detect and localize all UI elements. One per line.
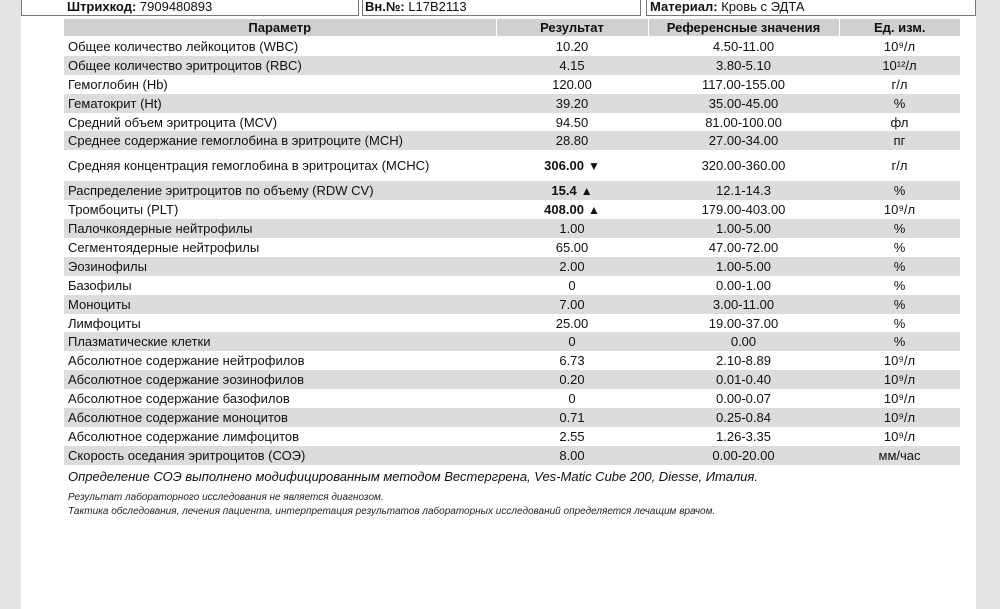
- table-row: [64, 219, 960, 238]
- result-value: 25.00: [555, 315, 589, 331]
- reference-range: 117.00-155.00: [648, 75, 839, 94]
- parameter-name: Моноциты: [64, 295, 496, 314]
- flag-high-icon: ▲: [580, 183, 593, 198]
- right-margin: [976, 0, 1000, 609]
- parameter-name: Средний объем эритроцита (MCV): [64, 113, 496, 132]
- parameter-name: Средняя концентрация гемоглобина в эритроцитах (MCHC): [64, 150, 496, 181]
- column-header-reference: Референсные значения: [648, 19, 839, 37]
- table-row: [64, 427, 960, 446]
- result-cell: [496, 408, 648, 427]
- unit: пг: [839, 131, 960, 150]
- result-value: 2.00: [559, 258, 585, 274]
- result-cell: [496, 295, 648, 314]
- result-cell: [496, 427, 648, 446]
- table-row: [64, 370, 960, 389]
- flag-low-icon: ▼: [587, 158, 600, 173]
- result-cell: [496, 257, 648, 276]
- unit: мм/час: [839, 446, 960, 465]
- parameter-name: Абсолютное содержание моноцитов: [64, 408, 496, 427]
- result-value: 65.00: [555, 239, 589, 255]
- barcode-value: 7909480893: [139, 0, 213, 14]
- reference-range: 27.00-34.00: [648, 131, 839, 150]
- unit: 10⁹/л: [839, 351, 960, 370]
- parameter-name: Скорость оседания эритроцитов (СОЭ): [64, 446, 496, 465]
- unit: 10⁹/л: [839, 408, 960, 427]
- column-header-unit: Ед. изм.: [839, 19, 960, 37]
- unit: %: [839, 181, 960, 200]
- unit: 10⁹/л: [839, 389, 960, 408]
- table-row: [64, 351, 960, 370]
- parameter-name: Распределение эритроцитов по объему (RDW CV): [64, 181, 496, 200]
- internal-number-label: Вн.№:: [365, 0, 405, 14]
- reference-range: 3.00-11.00: [648, 295, 839, 314]
- table-row: [64, 150, 960, 181]
- result-cell: [496, 446, 648, 465]
- parameter-name: Базофилы: [64, 276, 496, 295]
- unit: %: [839, 314, 960, 333]
- unit: 10⁹/л: [839, 37, 960, 56]
- result-value: 2.55: [559, 428, 585, 444]
- results-body: [64, 37, 960, 465]
- result-value: 0: [568, 277, 576, 293]
- parameter-name: Абсолютное содержание лимфоцитов: [64, 427, 496, 446]
- reference-range: 47.00-72.00: [648, 238, 839, 257]
- result-value: 306.00: [544, 157, 584, 173]
- result-value: 0.71: [559, 409, 585, 425]
- result-value: 0: [568, 334, 576, 350]
- unit: г/л: [839, 75, 960, 94]
- result-cell: [496, 131, 648, 150]
- reference-range: 81.00-100.00: [648, 113, 839, 132]
- reference-range: 0.00-20.00: [648, 446, 839, 465]
- reference-range: 0.25-0.84: [648, 408, 839, 427]
- unit: %: [839, 295, 960, 314]
- table-row: [64, 332, 960, 351]
- reference-range: 3.80-5.10: [648, 56, 839, 75]
- result-cell: [496, 75, 648, 94]
- material-label: Материал:: [650, 0, 718, 14]
- result-value: 10.20: [555, 38, 589, 54]
- result-cell: [496, 351, 648, 370]
- unit: %: [839, 332, 960, 351]
- table-row: [64, 75, 960, 94]
- table-row: [64, 238, 960, 257]
- method-note: Определение СОЭ выполнено модифицированным методом Вестергрена, Ves-Matic Cube 200, Diesse, Италия.: [68, 469, 758, 484]
- result-value: 0: [568, 391, 576, 407]
- result-value: 120.00: [552, 76, 592, 92]
- table-row: [64, 181, 960, 200]
- reference-range: 1.00-5.00: [648, 257, 839, 276]
- reference-range: 1.26-3.35: [648, 427, 839, 446]
- table-row: [64, 37, 960, 56]
- parameter-name: Гематокрит (Ht): [64, 94, 496, 113]
- unit: 10⁹/л: [839, 200, 960, 219]
- parameter-name: Общее количество эритроцитов (RBC): [64, 56, 496, 75]
- parameter-name: Абсолютное содержание эозинофилов: [64, 370, 496, 389]
- column-header-parameter: Параметр: [64, 19, 496, 37]
- result-cell: [496, 389, 648, 408]
- parameter-name: Лимфоциты: [64, 314, 496, 333]
- parameter-name: Палочкоядерные нейтрофилы: [64, 219, 496, 238]
- result-cell: [496, 181, 648, 200]
- disclaimer-doctor-interpretation: Тактика обследования, лечения пациента, интерпретация результатов лабораторных исследований определяется лечащим врачом.: [68, 506, 716, 517]
- result-cell: [496, 94, 648, 113]
- result-cell: [496, 314, 648, 333]
- result-cell: [496, 238, 648, 257]
- barcode-label: Штрихкод:: [67, 0, 137, 14]
- reference-range: 1.00-5.00: [648, 219, 839, 238]
- material-value: Кровь с ЭДТА: [721, 0, 805, 14]
- reference-range: 2.10-8.89: [648, 351, 839, 370]
- table-row: [64, 56, 960, 75]
- result-value: 4.15: [559, 57, 585, 73]
- result-cell: [496, 219, 648, 238]
- unit: %: [839, 94, 960, 113]
- unit: %: [839, 276, 960, 295]
- unit: фл: [839, 113, 960, 132]
- flag-high-icon: ▲: [587, 202, 600, 217]
- reference-range: 4.50-11.00: [648, 37, 839, 56]
- table-row: [64, 257, 960, 276]
- parameter-name: Абсолютное содержание базофилов: [64, 389, 496, 408]
- result-cell: [496, 150, 648, 181]
- unit: 10¹²/л: [839, 56, 960, 75]
- unit: 10⁹/л: [839, 370, 960, 389]
- table-row: [64, 276, 960, 295]
- result-cell: [496, 276, 648, 295]
- unit: г/л: [839, 150, 960, 181]
- parameter-name: Эозинофилы: [64, 257, 496, 276]
- result-cell: [496, 200, 648, 219]
- parameter-name: Гемоглобин (Hb): [64, 75, 496, 94]
- reference-range: 179.00-403.00: [648, 200, 839, 219]
- reference-range: 35.00-45.00: [648, 94, 839, 113]
- parameter-name: Плазматические клетки: [64, 332, 496, 351]
- result-cell: [496, 332, 648, 351]
- result-cell: [496, 37, 648, 56]
- table-row: [64, 314, 960, 333]
- barcode-field: [67, 0, 212, 16]
- table-row: [64, 295, 960, 314]
- unit: %: [839, 219, 960, 238]
- table-row: [64, 131, 960, 150]
- reference-range: 0.00-1.00: [648, 276, 839, 295]
- table-row: [64, 94, 960, 113]
- result-value: 7.00: [559, 296, 585, 312]
- result-cell: [496, 370, 648, 389]
- unit: 10⁹/л: [839, 427, 960, 446]
- reference-range: 19.00-37.00: [648, 314, 839, 333]
- table-row: [64, 389, 960, 408]
- table-header-row: [64, 19, 960, 37]
- result-value: 408.00: [544, 201, 584, 217]
- table-row: [64, 113, 960, 132]
- material-field: [650, 0, 805, 16]
- result-value: 8.00: [559, 447, 585, 463]
- unit: %: [839, 238, 960, 257]
- left-margin: [0, 0, 21, 609]
- parameter-name: Среднее содержание гемоглобина в эритроците (MCH): [64, 131, 496, 150]
- internal-number-field: [365, 0, 467, 16]
- reference-range: 0.00: [648, 332, 839, 351]
- reference-range: 0.01-0.40: [648, 370, 839, 389]
- reference-range: 0.00-0.07: [648, 389, 839, 408]
- result-cell: [496, 113, 648, 132]
- result-value: 39.20: [555, 95, 589, 111]
- result-cell: [496, 56, 648, 75]
- result-value: 15.4: [551, 182, 577, 198]
- result-value: 28.80: [555, 133, 589, 149]
- table-row: [64, 408, 960, 427]
- unit: %: [839, 257, 960, 276]
- table-row: [64, 200, 960, 219]
- result-value: 1.00: [559, 221, 585, 237]
- parameter-name: Сегментоядерные нейтрофилы: [64, 238, 496, 257]
- result-value: 0.20: [559, 372, 585, 388]
- results-table: [64, 19, 960, 465]
- internal-number-value: L17B2113: [408, 0, 467, 14]
- column-header-result: Результат: [496, 19, 648, 37]
- reference-range: 12.1-14.3: [648, 181, 839, 200]
- reference-range: 320.00-360.00: [648, 150, 839, 181]
- report-sheet: [21, 0, 976, 609]
- parameter-name: Абсолютное содержание нейтрофилов: [64, 351, 496, 370]
- disclaimer-not-diagnosis: Результат лабораторного исследования не является диагнозом.: [68, 492, 384, 503]
- parameter-name: Тромбоциты (PLT): [64, 200, 496, 219]
- result-value: 94.50: [555, 114, 589, 130]
- table-row: [64, 446, 960, 465]
- result-value: 6.73: [559, 353, 585, 369]
- parameter-name: Общее количество лейкоцитов (WBC): [64, 37, 496, 56]
- specimen-header: [21, 0, 976, 17]
